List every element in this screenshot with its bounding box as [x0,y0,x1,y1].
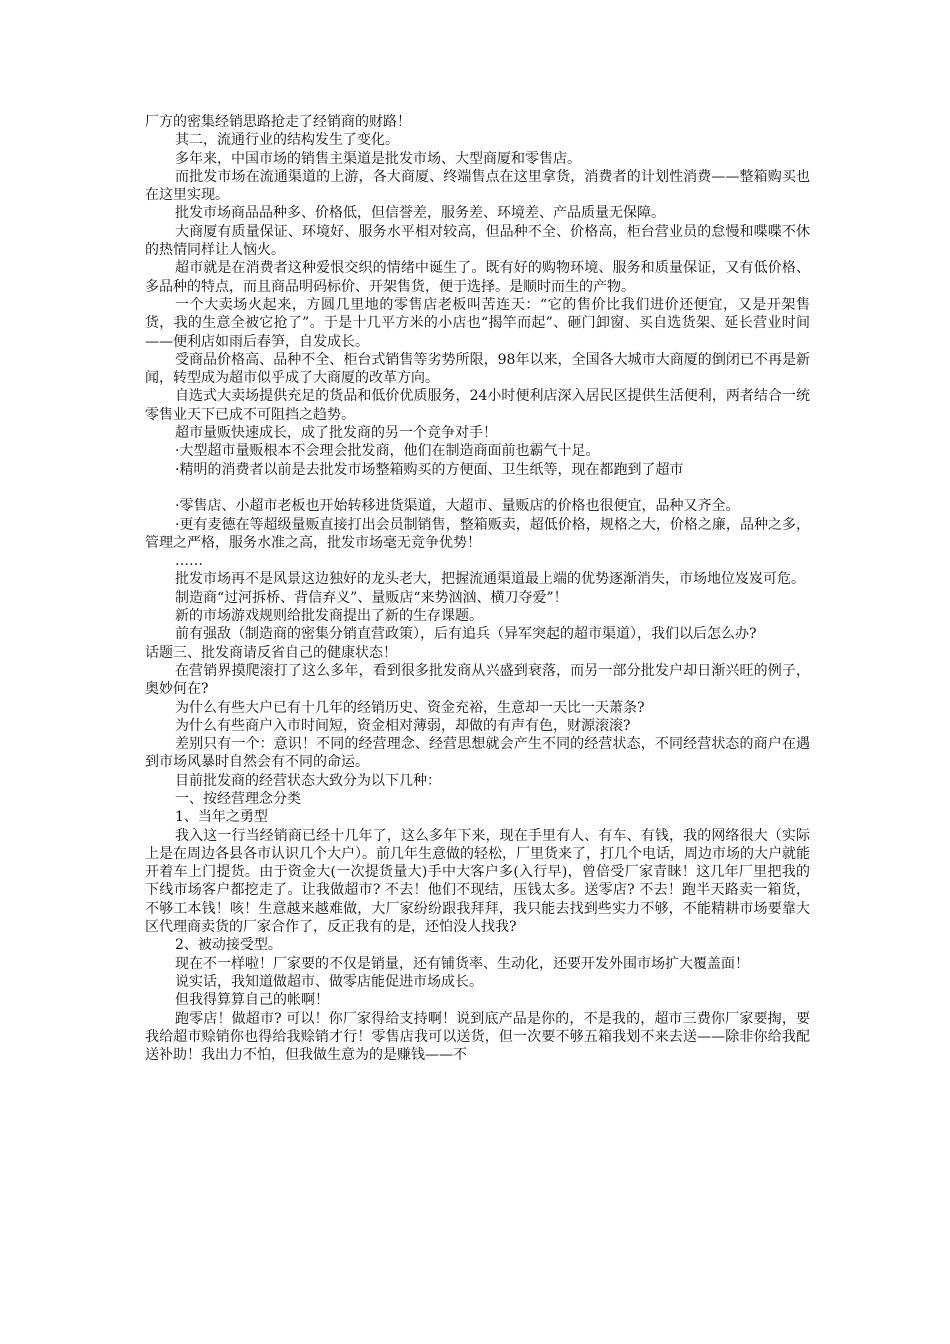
paragraph: 厂方的密集经销思路抢走了经销商的财路！ [145,114,411,130]
bullet-item: ·更有麦德在等超级量贩直接打出会员制销售，整箱贩卖，超低价格，规格之大，价格之廉，品种之多，管理之严格，服务水准之高，批发市场毫无竞争优势！ [145,516,810,551]
paragraph: 大商厦有质量保证、环境好、服务水平相对较高，但品种不全、价格高，柜台营业员的怠慢和喋喋不休的热情同样让人恼火。 [145,223,810,259]
paragraph: 制造商“过河拆桥、背信弃义”、量贩店“来势汹汹、横刀夺爱”！ [175,589,568,606]
paragraph: 批发市场商品品种多、价格低，但信誉差，服务差、环境差、产品质量无保障。 [175,205,665,222]
paragraph: 受商品价格高、品种不全、柜台式销售等劣势所限，98年以来，全国各大城市大商厦的倒闭已不再是新闻，转型成为超市似乎成了大商厦的改革方向。 [145,351,810,387]
paragraph: 现在不一样啦！厂家要的不仅是销量，还有铺货率、生动化，还要开发外围市场扩大覆盖面！ [175,955,749,972]
ellipsis-line: …… [175,553,203,570]
paragraph: 前有强敌（制造商的密集分销直营政策），后有追兵（异军突起的超市渠道），我们以后怎么办? [175,626,757,643]
subsection-heading: 2、被动接受型。 [175,937,282,954]
paragraph: 但我得算算自己的帐啊！ [175,992,329,1009]
paragraph: 目前批发商的经营状态大致分为以下几种： [175,772,441,789]
paragraph: 说实话，我知道做超市、做零店能促进市场成长。 [175,973,483,990]
paragraph: 超市就是在消费者这种爱恨交织的情绪中诞生了。既有好的购物环境、服务和质量保证，又有低价格、多品种的特点，而且商品明码标价、开架售货，便于选择。是顺时而生的产物。 [145,260,810,295]
paragraph: 新的市场游戏规则给批发商提出了新的生存课题。 [175,608,483,625]
paragraph: 一个大卖场火起来，方圆几里地的零售店老板叫苦连天：“它的售价比我们进价还便宜，又是开架售货，我的生意全被它抢了”。于是十几平方米的小店也“揭竿而起”、砸门卸窗、买自选货架、延长营业时间——便利店如雨后春笋，自发成长。 [145,296,810,350]
bullet-item: ·零售店、小超市老板也开始转移进货渠道，大超市、量贩店的价格也很便宜，品种又齐全。 [175,498,740,515]
paragraph: 在营销界摸爬滚打了这么多年，看到很多批发商从兴盛到衰落，而另一部分批发户却日渐兴旺的例子，奥妙何在? [145,662,810,698]
paragraph: 其二，流通行业的结构发生了变化。 [175,132,399,149]
paragraph: 跑零店！做超市? 可以！你厂家得给支持啊！说到底产品是你的，不是我的，超市三费你厂家要掏，要我给超市赊销你也得给我赊销才行！零售店我可以送货，但一次要不够五箱我划不来去送——除非你给我配送补助！我出力不怕，但我做生意为的是赚钱——不 [145,1010,810,1064]
paragraph: 为什么有些大户已有十几年的经销历史、资金充裕，生意却一天比一天萧条? [175,699,645,716]
section-heading: 话题三、批发商请反省自己的健康状态！ [145,644,397,661]
paragraph: 自选式大卖场提供充足的货品和低价优质服务，24小时便利店深入居民区提供生活便利，两者结合一统零售业天下已成不可阻挡之趋势。 [145,388,810,423]
paragraph: 而批发市场在流通渠道的上游，各大商厦、终端售点在这里拿货，消费者的计划性消费——整箱购买也在这里实现。 [145,168,810,204]
subsection-heading: 一、按经营理念分类 [175,790,301,807]
paragraph: 为什么有些商户入市时间短，资金相对薄弱，却做的有声有色，财源滚滚? [175,717,631,734]
subsection-heading: 1、当年之勇型 [175,809,268,826]
paragraph: 差别只有一个：意识！不同的经营理念、经营思想就会产生不同的经营状态，不同经营状态的商户在遇到市场风暴时自然会有不同的命运。 [145,736,810,771]
bullet-item: ·精明的消费者以前是去批发市场整箱购买的方便面、卫生纸等，现在都跑到了超市 [175,461,684,478]
bullet-item: ·大型超市量贩根本不会理会批发商，他们在制造商面前也霸气十足。 [175,443,600,460]
paragraph: 超市量贩快速成长，成了批发商的另一个竞争对手！ [175,425,497,442]
paragraph: 批发市场再不是风景这边独好的龙头老大，把握流通渠道最上端的优势逐渐消失，市场地位岌岌可危。 [175,571,805,588]
paragraph: 多年来，中国市场的销售主渠道是批发市场、大型商厦和零售店。 [175,150,581,167]
paragraph: 我入这一行当经销商已经十几年了，这么多年下来，现在手里有人、有车、有钱，我的网络很大（实际上是在周边各县各市认识几个大户）。前几年生意做的轻松，厂里货来了，打几个电话，周边市场的大户就能开着车上门提货。由于资金大(一次提货量大)手中大客户多(入行早)，曾倍受厂家青睐！这几年厂里把我的下线市场客户都挖走了。让我做超市? 不去！他们不现结，压钱太多。送零店? 不去！跑半天路卖一箱货，不够工本钱！咳！生意越来越难做，大厂家纷纷跟我拜拜，我只能去找到些实力不够，不能精耕市场要靠大区代理商卖货的厂家合作了，反正我有的是，还怕没人找我? [145,827,810,936]
blank-line [145,479,810,497]
document-body [145,113,810,1064]
